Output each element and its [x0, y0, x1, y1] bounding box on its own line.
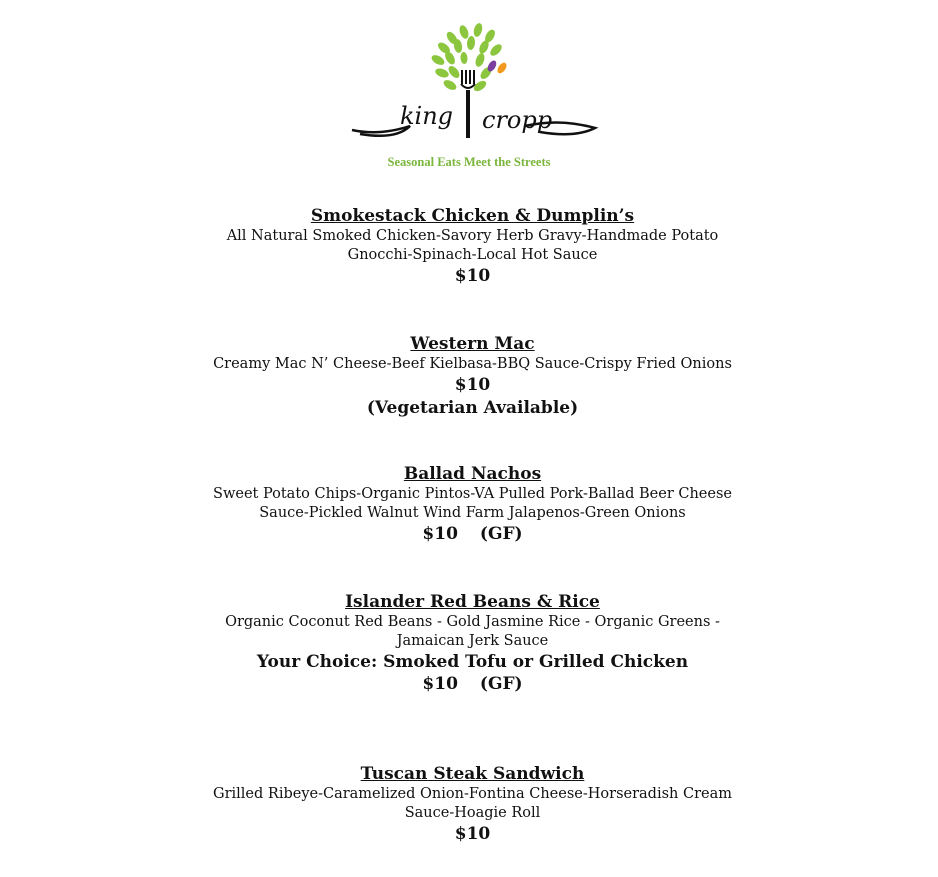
fork-icon	[461, 70, 475, 88]
gf-tag: (GF)	[479, 524, 523, 544]
item-desc: All Natural Smoked Chicken-Savory Herb Gravy-Handmade Potato	[226, 228, 719, 244]
item-title: Ballad Nachos	[403, 464, 542, 484]
tree-icon	[340, 18, 610, 148]
menu-item	[150, 763, 795, 846]
gf-tag: (GF)	[479, 674, 523, 694]
item-title: Western Mac	[410, 334, 535, 354]
item-price-row	[150, 523, 795, 546]
item-desc: Jamaican Jerk Sauce	[396, 633, 549, 649]
item-desc: Organic Coconut Red Beans - Gold Jasmine Rice - Organic Greens -	[225, 614, 720, 630]
item-title: Tuscan Steak Sandwich	[360, 764, 585, 784]
item-price: $10	[454, 375, 491, 395]
item-title: Islander Red Beans & Rice	[345, 592, 600, 612]
logo-text-left: king	[400, 102, 454, 130]
item-extra: (Vegetarian Available)	[366, 398, 579, 418]
item-title: Smokestack Chicken & Dumplin’s	[310, 206, 635, 226]
item-price: $10	[422, 524, 458, 544]
logo-text-right: cropp	[482, 106, 553, 134]
menu-item	[150, 591, 795, 696]
item-note: Your Choice: Smoked Tofu or Grilled Chicken	[256, 652, 689, 672]
tagline: Seasonal Eats Meet the Streets	[387, 155, 551, 169]
item-desc: Gnocchi-Spinach-Local Hot Sauce	[347, 247, 598, 263]
item-desc: Creamy Mac N’ Cheese-Beef Kielbasa-BBQ Sauce-Crispy Fried Onions	[213, 356, 732, 372]
menu-item	[150, 205, 795, 288]
item-price-row	[150, 673, 795, 696]
item-price: $10	[454, 824, 491, 844]
item-desc: Sauce-Hoagie Roll	[404, 805, 541, 821]
item-price: $10	[454, 266, 491, 286]
item-desc: Sauce-Pickled Walnut Wind Farm Jalapenos-Green Onions	[259, 505, 686, 521]
item-desc: Grilled Ribeye-Caramelized Onion-Fontina Cheese-Horseradish Cream	[213, 786, 732, 802]
item-price: $10	[422, 674, 458, 694]
item-desc: Sweet Potato Chips-Organic Pintos-VA Pulled Pork-Ballad Beer Cheese	[213, 486, 732, 502]
menu-item	[150, 333, 795, 420]
king-cropp-logo	[340, 18, 610, 148]
menu-item	[150, 463, 795, 546]
